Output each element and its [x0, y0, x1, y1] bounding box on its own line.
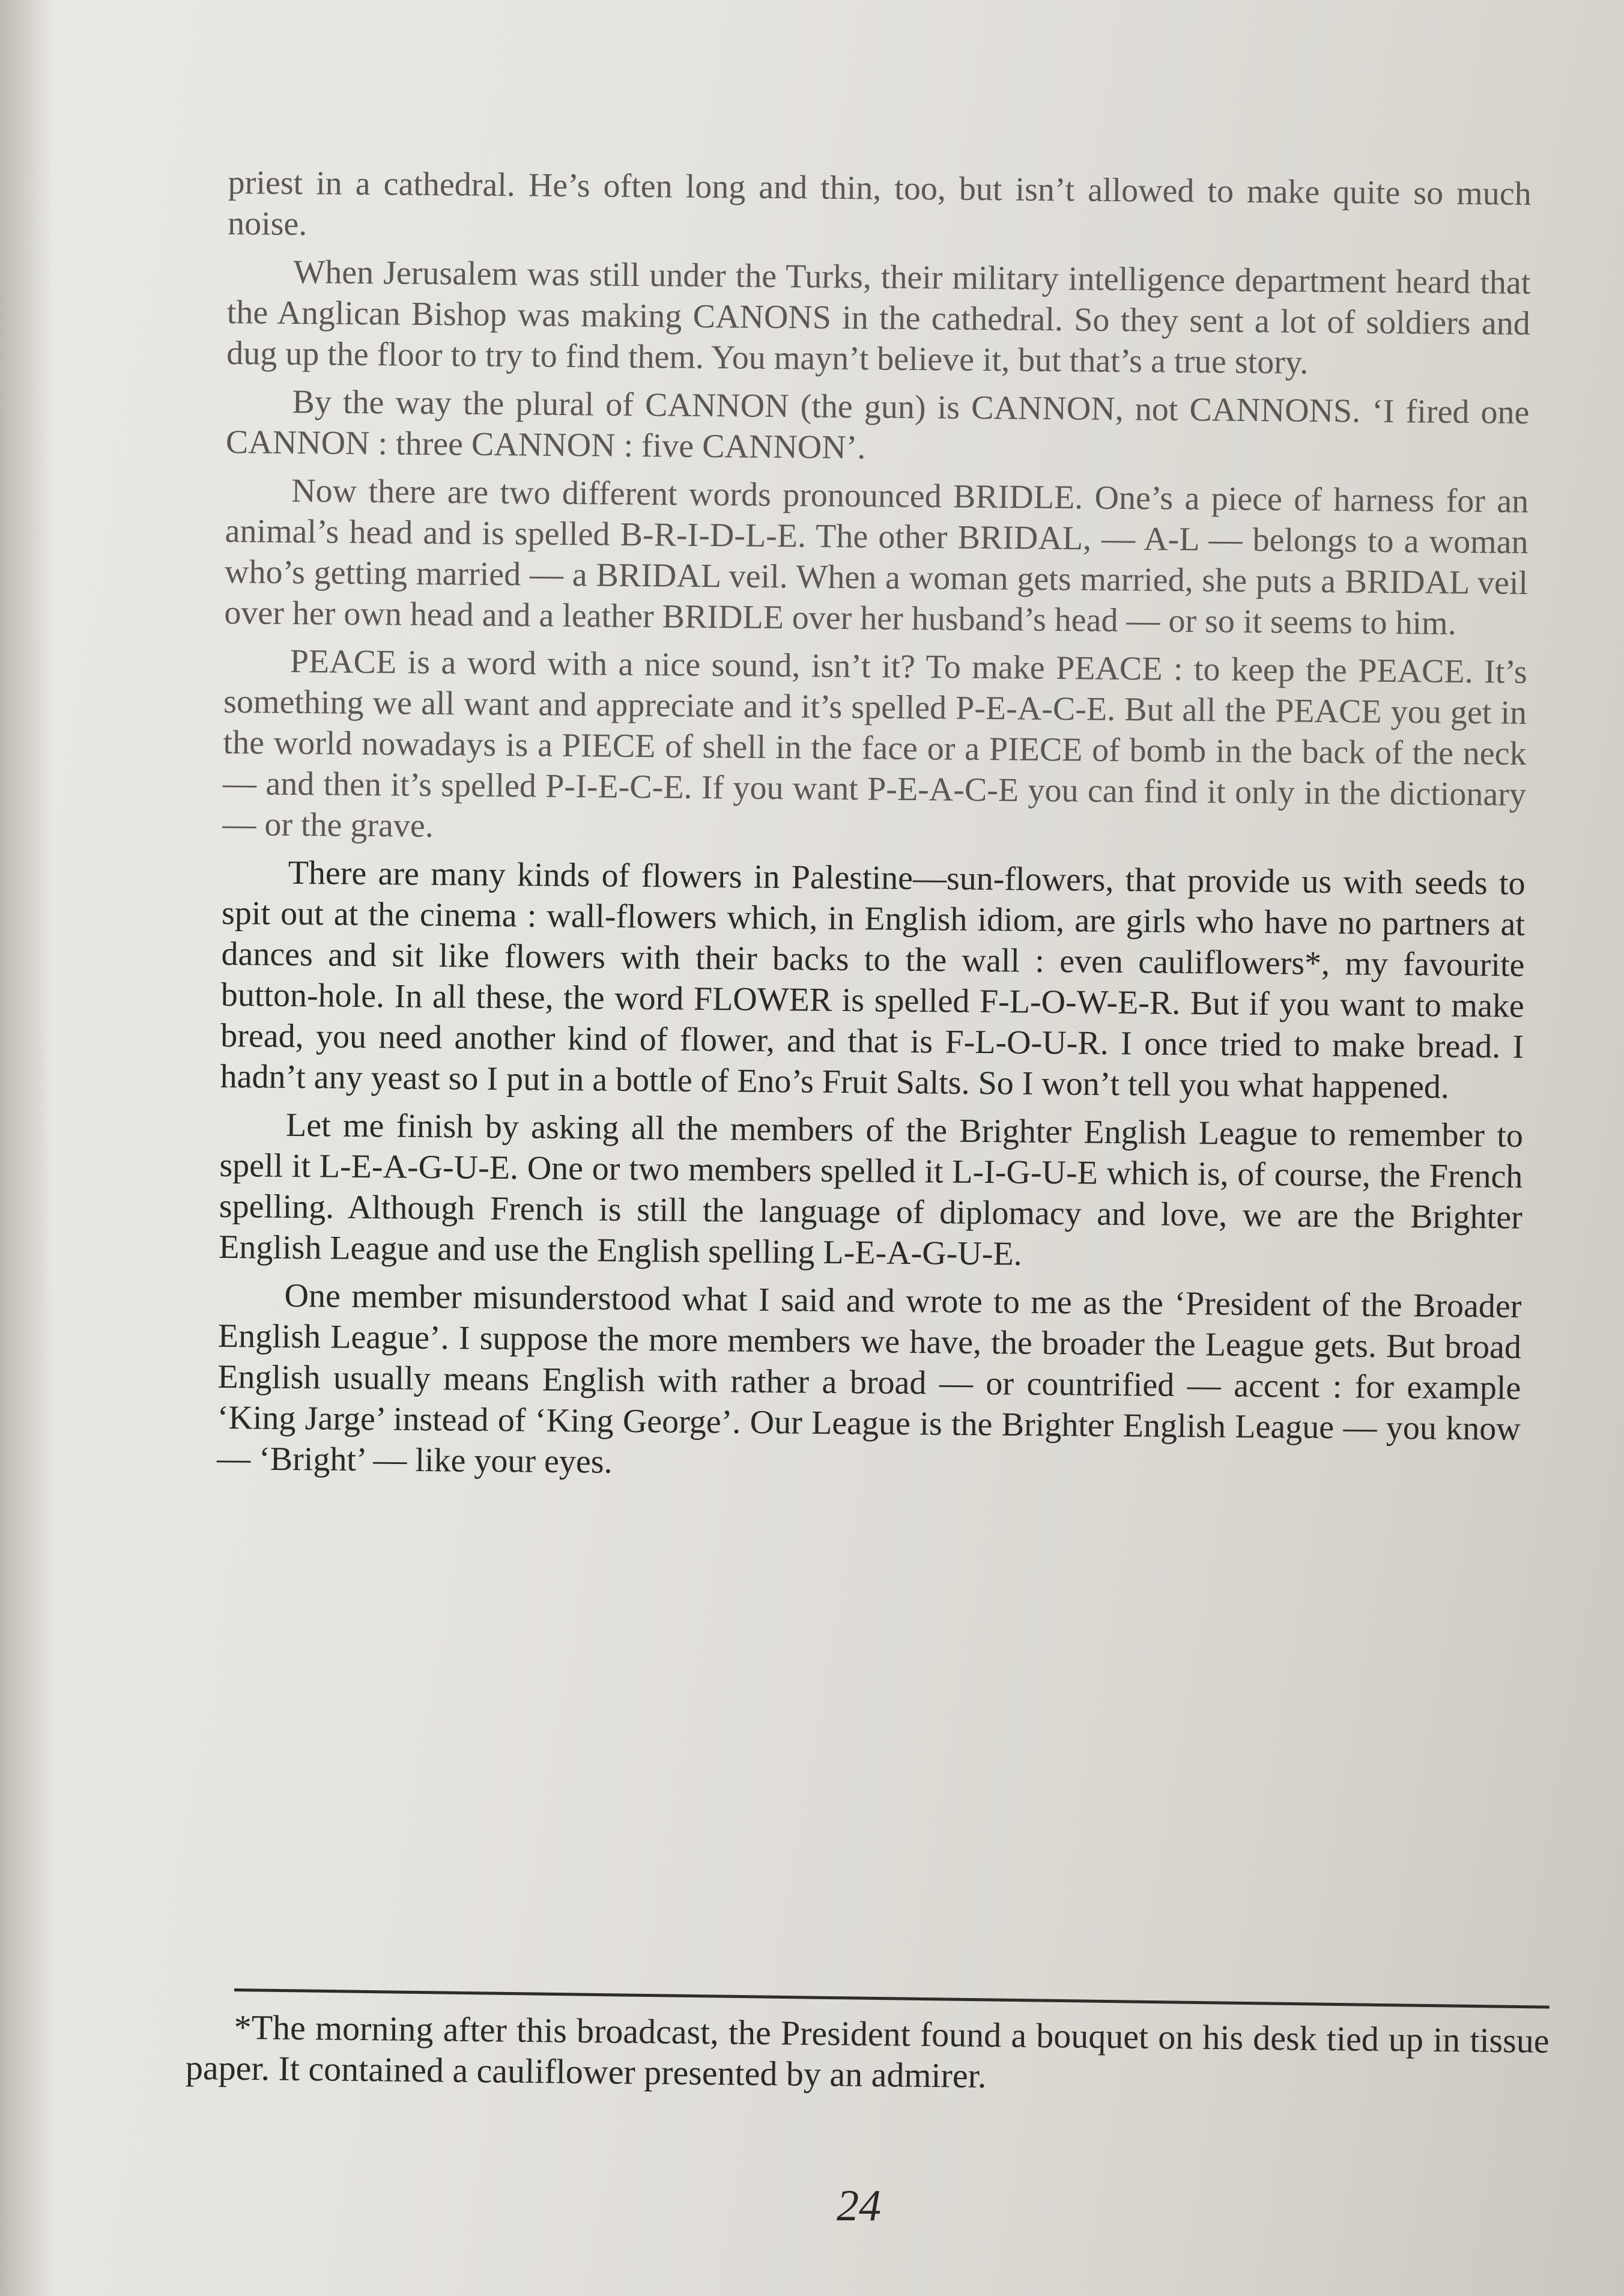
paragraph-jerusalem: When Jerusalem was still under the Turks, their military intelligence department heard that the Anglican Bishop was making CANONS in the cathedral. So they sent a lot of soldiers and dug up the floor to try to find them. You mayn’t believe it, but that’s a true story. [226, 253, 1531, 381]
paragraph-cannon: By the way the plural of CANNON (the gun) is CANNON, not CANNONS. ‘I fired one CANNON : three CANNON : five CANNON’. [225, 383, 1530, 467]
footnote: *The morning after this broadcast, the President found a bouquet on his desk tied up in tissue paper. It contained a cauliflower presented by an admirer. [185, 2007, 1550, 2095]
paragraph-priest: priest in a cathedral. He’s often long and thin, too, but isn’t allowed to make quite so much noise. [227, 163, 1532, 243]
paragraph-bridle: Now there are two different words pronounced BRIDLE. One’s a piece of harness for an animal’s head and is spelled B-R-I-D-L-E. The other BRIDAL, — A-L — belongs to a woman who’s getting married — a BRIDAL veil. When a woman gets married, she puts a BRIDAL veil over her own head and a leather BRIDLE over her husband’s head — or so it seems to him. [224, 472, 1529, 642]
paragraph-league: Let me finish by asking all the members of the Brighter English League to remember to spell it L-E-A-G-U-E. One or two members spelled it L-I-G-U-E which is, of course, the French spelling. Although French is still the language of diplomacy and love, we are the Brighter English League and use the English spelling L-E-A-G-U-E. [218, 1106, 1524, 1273]
footnote-divider [234, 1988, 1550, 2009]
page-number: 24 [837, 2181, 881, 2231]
body-text [217, 162, 1532, 1498]
paragraph-broader: One member misunderstood what I said and wrote to me as the ‘President of the Broader English League’. I suppose the more members we have, the broader the League gets. But broad English usually means English with rather a broad — or countrified — accent : for example ‘King Jarge’ instead of ‘King George’. Our League is the Brighter English League — you know — ‘Bright’ — like your eyes. [216, 1277, 1522, 1481]
paragraph-flowers: There are many kinds of flowers in Palestine—sun-flowers, that provide us with seeds to spit out at the cinema : wall-flowers which, in English idiom, are girls who have no partners at dances and sit like flowers with their backs to the wall : even cauliflowers*, my favourite button-hole. In all these, the word FLOWER is spelled F-L-O-W-E-R. But if you want to make bread, you need another kind of flower, and that is F-L-O-U-R. I once tried to make bread. I hadn’t any yeast so I put in a bottle of Eno’s Fruit Salts. So I won’t tell you what happened. [220, 854, 1526, 1106]
paragraph-peace: PEACE is a word with a nice sound, isn’t it? To make PEACE : to keep the PEACE. It’s something we all want and appreciate and it’s spelled P-E-A-C-E. But all the PEACE you get in the world nowadays is a PIECE of shell in the face or a PIECE of bomb in the back of the neck — and then it’s spelled P-I-E-C-E. If you want P-E-A-C-E you can find it only in the dictionary — or the grave. [222, 642, 1527, 845]
